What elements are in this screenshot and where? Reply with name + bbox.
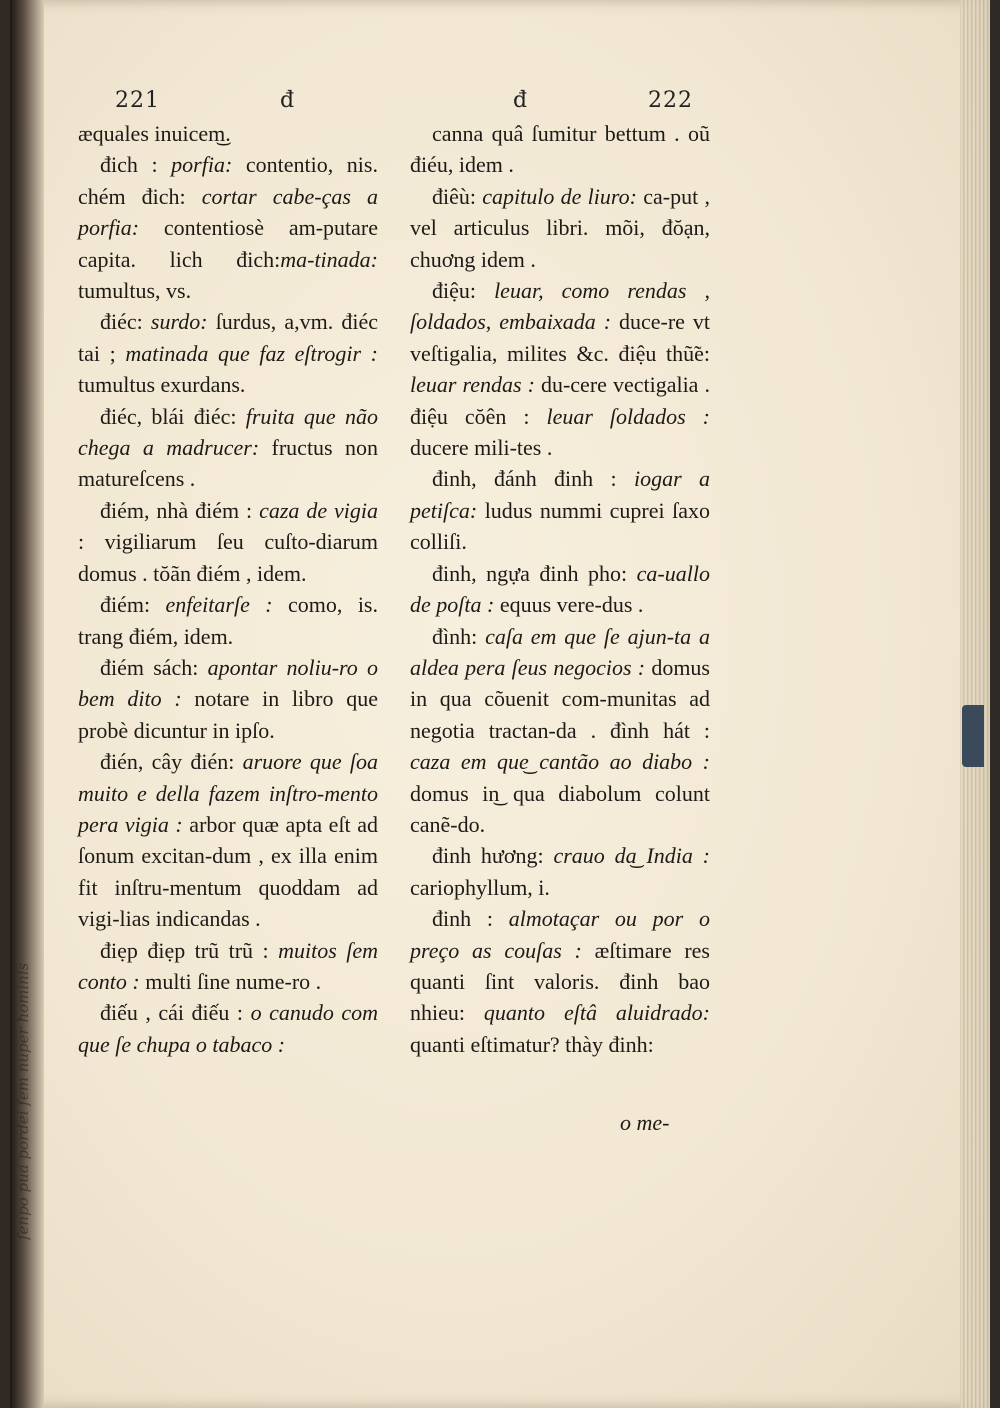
- facing-page-bleed-text: ſenpo pua pordei ſem nuper hominis: [14, 962, 32, 1240]
- entry-text: como, is. trang điém, idem.: [78, 592, 378, 649]
- entry-text: điém sách:: [100, 654, 208, 680]
- dictionary-entry: [410, 558, 710, 621]
- dictionary-entry: [78, 401, 378, 495]
- portuguese-gloss: leuar, como rendas , ſoldados, embaixada :: [410, 278, 710, 335]
- portuguese-gloss: ca-uallo de poſta :: [410, 560, 710, 618]
- entry-text: æſtimare res quanti ſint valoris. đinh bao nhieu:: [410, 937, 710, 1026]
- dictionary-entry: [410, 118, 710, 181]
- entry-text: cariophyllum, i.: [410, 874, 550, 900]
- portuguese-gloss: o canudo com que ſe chupa o tabaco :: [78, 1000, 378, 1057]
- right-page-number: 222: [648, 88, 693, 113]
- catchword: o me-: [620, 1110, 670, 1135]
- portuguese-gloss: cortar cabe-ças a porfia:: [78, 183, 378, 241]
- dictionary-entry: [410, 275, 710, 463]
- portuguese-gloss: quanto eſtâ aluidrado:: [483, 1000, 710, 1026]
- entry-text: điéc:: [100, 309, 151, 335]
- right-section-letter: đ: [513, 88, 529, 113]
- portuguese-gloss: almotaçar ou por o preço as couſas :: [410, 906, 710, 963]
- entry-text: điêù:: [432, 183, 483, 209]
- entry-text: : vigiliarum ſeu cuſto-diarum domus . tŏãn điém , idem.: [78, 529, 378, 586]
- portuguese-gloss: leuar rendas :: [410, 372, 535, 398]
- entry-text: multi ſine nume-ro .: [139, 968, 322, 994]
- entry-text: arbor quæ apta eſt ad ſonum excitan-dum , ex illa enim fit inſtru-mentum quoddam ad vigi-lias indicandas .: [78, 811, 378, 932]
- dictionary-entry: [410, 903, 710, 1060]
- entry-text: điém:: [100, 592, 166, 618]
- dictionary-entry: [78, 306, 378, 400]
- entry-text: đình:: [432, 623, 486, 649]
- portuguese-gloss: caza em que͜ cantão ao diabo :: [410, 749, 710, 775]
- entry-text: fructus non matureſcens .: [78, 435, 378, 492]
- entry-text: equus vere-dus .: [494, 592, 644, 618]
- entry-text: ſurdus, a,vm. điéc tai ;: [78, 309, 378, 366]
- entry-text: domus in qua cõuenit com-munitas ad negotia tractan-da . đình hát :: [410, 654, 710, 743]
- entry-text: æquales inuicem͜.: [78, 121, 231, 146]
- portuguese-gloss: iogar a petiſca:: [410, 466, 710, 523]
- entry-text: ca-put , vel articulus libri. mõi, đŏạn, chuơng idem .: [410, 183, 710, 272]
- clip-tab: [962, 705, 984, 767]
- entry-text: đinh hương:: [432, 843, 554, 869]
- portuguese-gloss: crauo da͜ India :: [553, 843, 710, 869]
- entry-text: contentio, nis. chém đich:: [78, 152, 378, 209]
- dictionary-entry: [410, 463, 710, 557]
- dictionary-entry: [78, 652, 378, 746]
- entry-text: đinh, ngựa đinh pho:: [432, 560, 637, 586]
- page-edges: [960, 0, 990, 1408]
- portuguese-gloss: apontar noliu-ro o bem dito :: [78, 654, 378, 712]
- page: [10, 0, 990, 1408]
- dictionary-entry: [78, 746, 378, 934]
- entry-text: notare in libro que probè dicuntur in ipſo.: [78, 686, 378, 743]
- portuguese-gloss: leuar ſoldados :: [546, 403, 710, 429]
- portuguese-gloss: porfia:: [171, 152, 233, 178]
- dictionary-entry: [78, 118, 378, 149]
- dictionary-entry: [410, 181, 710, 275]
- entry-text: duce-re vt veſtigalia, milites &c. điệu thũ̃e:: [410, 309, 710, 366]
- entry-text: tumultus exurdans.: [78, 372, 246, 398]
- left-page-number: 221: [115, 88, 160, 113]
- entry-text: điém, nhà điém :: [100, 497, 260, 523]
- entry-text: đinh, đánh đinh :: [432, 466, 634, 492]
- portuguese-gloss: ma-tinada:: [280, 246, 378, 272]
- entry-text: contentiosè am-putare capita. lich đich:: [78, 215, 378, 272]
- entry-text: điệu:: [432, 278, 495, 304]
- entry-text: điẹp điẹp trũ trũ :: [100, 937, 279, 963]
- dictionary-entry: [78, 149, 378, 306]
- entry-text: tumultus, vs.: [78, 278, 192, 304]
- right-column: [410, 118, 710, 1060]
- entry-text: ducere mili-tes .: [410, 435, 553, 461]
- dictionary-entry: [78, 589, 378, 652]
- entry-text: điéc, blái điéc:: [100, 403, 246, 429]
- entry-text: domus in͜ qua diabolum colunt canẽ-do.: [410, 780, 710, 837]
- portuguese-gloss: capitulo de liuro:: [482, 183, 637, 209]
- dictionary-entry: [78, 935, 378, 998]
- portuguese-gloss: caſa em que ſe ajun-ta a aldea pera ſeus negocios :: [410, 623, 710, 680]
- entry-text: đién, cây đién:: [100, 749, 243, 775]
- portuguese-gloss: aruore que ſoa muito e della fazem inſtro-mento pera vigia :: [78, 749, 378, 837]
- portuguese-gloss: muitos ſem conto :: [78, 937, 378, 994]
- entry-text: du-cere vectigalia . điệu cŏên :: [410, 372, 710, 429]
- portuguese-gloss: enfeitarſe :: [165, 592, 273, 618]
- entry-text: canna quâ ſumitur bettum . oũ điéu, idem .: [410, 121, 710, 178]
- entry-text: đinh :: [432, 906, 509, 932]
- dictionary-entry: [78, 997, 378, 1060]
- portuguese-gloss: fruita que não chega a madrucer:: [78, 403, 378, 461]
- dictionary-entry: [78, 495, 378, 589]
- dictionary-entry: [410, 840, 710, 903]
- entry-text: ludus nummi cuprei ſaxo colliſi.: [410, 497, 710, 555]
- portuguese-gloss: surdo:: [150, 309, 208, 335]
- entry-text: quanti eſtimatur? thày đinh:: [410, 1031, 654, 1057]
- portuguese-gloss: matinada que faz eſtrogir :: [125, 340, 378, 366]
- dictionary-entry: [410, 621, 710, 841]
- entry-text: đich :: [100, 152, 172, 178]
- left-section-letter: đ: [280, 88, 296, 113]
- left-column: [78, 118, 378, 1060]
- portuguese-gloss: caza de vigia: [259, 497, 378, 523]
- entry-text: điếu , cái điếu :: [100, 1000, 251, 1026]
